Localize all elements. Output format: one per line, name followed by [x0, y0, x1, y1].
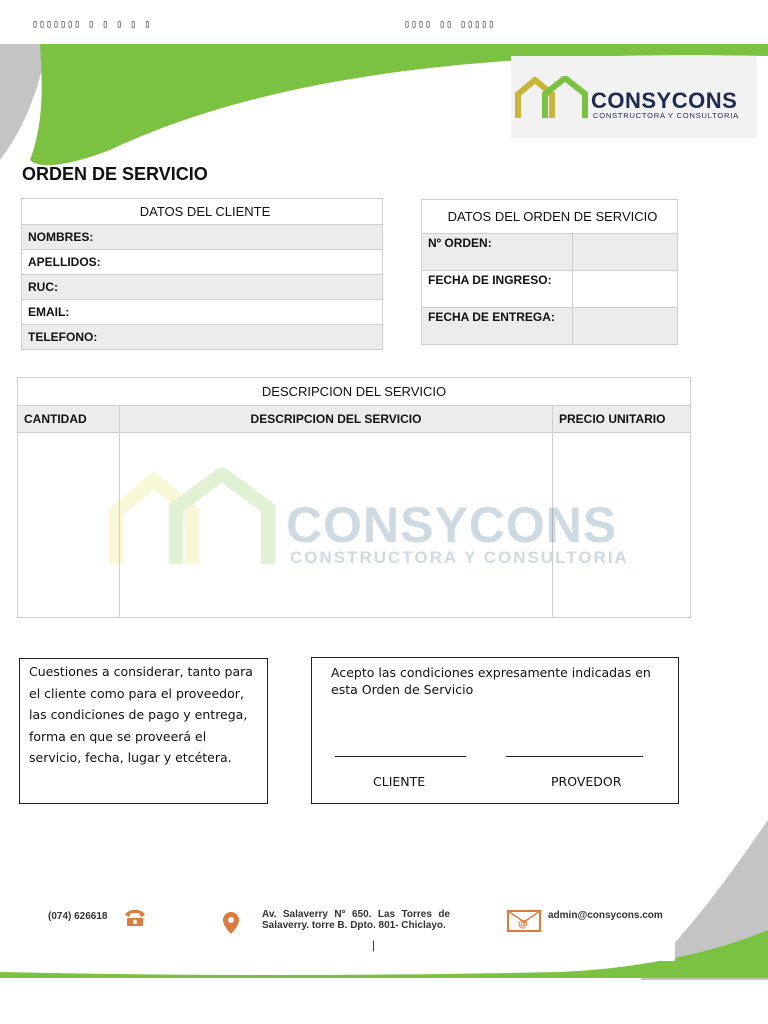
svg-text:@: @	[518, 919, 528, 930]
cell-precio[interactable]	[553, 433, 691, 618]
field-fecha-ingreso-value[interactable]	[573, 271, 678, 308]
page-title: ORDEN DE SERVICIO	[22, 164, 208, 184]
text-cursor: |	[372, 938, 376, 952]
watermark-tagline: CONSTRUCTORA Y CONSULTORIA	[290, 548, 629, 567]
field-fecha-ingreso-label: FECHA DE INGRESO:	[422, 271, 573, 308]
acceptance-box	[311, 657, 679, 804]
client-data-table	[21, 198, 383, 350]
client-signature-label: CLIENTE	[373, 774, 426, 789]
order-table-header: DATOS DEL ORDEN DE SERVICIO	[422, 200, 678, 234]
field-nombres[interactable]: NOMBRES:	[22, 225, 383, 250]
provider-signature-line[interactable]	[506, 756, 643, 757]
cell-cantidad[interactable]	[18, 433, 120, 618]
header-right-text: ▯▯▯▯ ▯▯ ▯▯▯▯▯	[404, 19, 496, 30]
field-ruc[interactable]: RUC:	[22, 275, 383, 300]
phone-icon	[124, 907, 146, 927]
field-email[interactable]: EMAIL:	[22, 300, 383, 325]
col-cantidad: CANTIDAD	[18, 406, 120, 433]
logo-brand: CONSYCONS	[591, 88, 738, 113]
field-apellidos[interactable]: APELLIDOS:	[22, 250, 383, 275]
service-table-header: DESCRIPCION DEL SERVICIO	[18, 378, 691, 406]
footer-email[interactable]: admin@consycons.com	[548, 910, 663, 921]
col-precio-unitario: PRECIO UNITARIO	[553, 406, 691, 433]
notes-box	[19, 658, 268, 804]
logo-tagline: CONSTRUCTORA Y CONSULTORIA	[593, 111, 739, 120]
field-numero-orden-label: Nº ORDEN:	[422, 234, 573, 271]
footer-address: Av. Salaverry N° 650. Las Torres de Salaverry. torre B. Dpto. 801- Chiclayo.	[262, 909, 450, 931]
client-signature-line[interactable]	[335, 756, 466, 757]
field-fecha-entrega-value[interactable]	[573, 308, 678, 345]
provider-signature-label: PROVEDOR	[551, 774, 622, 789]
field-telefono[interactable]: TELEFONO:	[22, 325, 383, 350]
email-icon	[507, 909, 541, 933]
order-data-table	[421, 199, 678, 345]
acceptance-text: Acepto las condiciones expresamente indicadas en esta Orden de Servicio	[331, 665, 651, 697]
footer-phone: (074) 626618	[48, 911, 108, 922]
notes-text: Cuestiones a considerar, tanto para el cliente como para el proveedor, las condiciones de pago y entrega, forma en que se proveerá el servicio, fecha, lugar y etcétera.	[29, 664, 253, 765]
house-logo-icon	[515, 76, 591, 122]
watermark-brand: CONSYCONS	[286, 497, 618, 553]
location-pin-icon	[222, 911, 240, 935]
header-left-text: ▯▯▯▯▯▯▯ ▯ ▯ ▯ ▯ ▯	[32, 19, 152, 30]
col-descripcion: DESCRIPCION DEL SERVICIO	[120, 406, 553, 433]
field-numero-orden-value[interactable]	[573, 234, 678, 271]
field-fecha-entrega-label: FECHA DE ENTREGA:	[422, 308, 573, 345]
service-table	[17, 377, 691, 618]
client-table-header: DATOS DEL CLIENTE	[22, 199, 383, 225]
logo-box	[511, 56, 757, 138]
cell-descripcion[interactable]	[120, 433, 553, 618]
